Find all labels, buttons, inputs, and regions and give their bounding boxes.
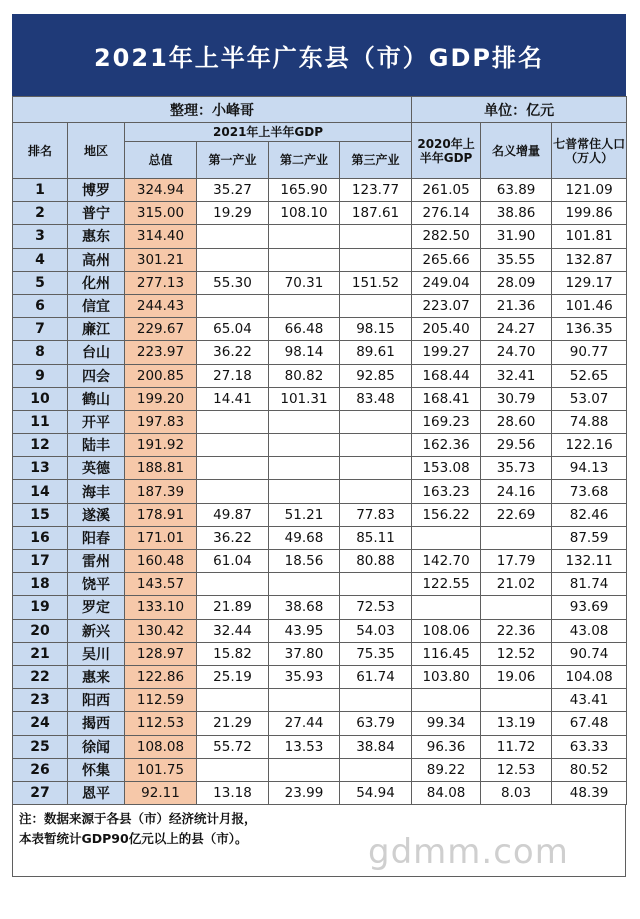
table-row xyxy=(13,387,627,410)
gdp-total-cell: 229.67 xyxy=(125,318,197,341)
nominal-growth-cell: 22.36 xyxy=(481,619,552,642)
primary-industry-cell: 21.89 xyxy=(197,596,269,619)
rank-cell: 17 xyxy=(13,550,68,573)
population-cell: 73.68 xyxy=(552,480,627,503)
region-cell: 阳西 xyxy=(68,689,125,712)
primary-industry-cell xyxy=(197,573,269,596)
gdp-2020-cell xyxy=(412,689,481,712)
tertiary-industry-cell: 61.74 xyxy=(340,665,412,688)
table-row xyxy=(13,179,627,202)
population-cell: 132.11 xyxy=(552,550,627,573)
rank-cell: 18 xyxy=(13,573,68,596)
gdp-total-cell: 277.13 xyxy=(125,271,197,294)
gdp-total-cell: 188.81 xyxy=(125,457,197,480)
region-cell: 信宜 xyxy=(68,294,125,317)
nominal-growth-cell: 12.52 xyxy=(481,642,552,665)
region-cell: 陆丰 xyxy=(68,434,125,457)
gdp-ranking-table xyxy=(12,96,627,805)
rank-cell: 4 xyxy=(13,248,68,271)
secondary-industry-cell: 23.99 xyxy=(269,781,340,804)
gdp-total-cell: 200.85 xyxy=(125,364,197,387)
rank-cell: 5 xyxy=(13,271,68,294)
secondary-industry-cell: 37.80 xyxy=(269,642,340,665)
rank-cell: 24 xyxy=(13,712,68,735)
secondary-industry-cell: 80.82 xyxy=(269,364,340,387)
table-row xyxy=(13,596,627,619)
tertiary-industry-cell xyxy=(340,248,412,271)
gdp-total-cell: 92.11 xyxy=(125,781,197,804)
primary-industry-cell: 49.87 xyxy=(197,503,269,526)
header-total: 总值 xyxy=(125,142,197,179)
gdp-2020-cell: 163.23 xyxy=(412,480,481,503)
rank-cell: 25 xyxy=(13,735,68,758)
gdp-2020-cell: 142.70 xyxy=(412,550,481,573)
population-cell: 122.16 xyxy=(552,434,627,457)
primary-industry-cell xyxy=(197,457,269,480)
table-row xyxy=(13,410,627,433)
rank-cell: 12 xyxy=(13,434,68,457)
region-cell: 高州 xyxy=(68,248,125,271)
rank-cell: 10 xyxy=(13,387,68,410)
primary-industry-cell: 13.18 xyxy=(197,781,269,804)
region-cell: 惠东 xyxy=(68,225,125,248)
nominal-growth-cell: 28.09 xyxy=(481,271,552,294)
region-cell: 廉江 xyxy=(68,318,125,341)
population-cell: 94.13 xyxy=(552,457,627,480)
table-row xyxy=(13,758,627,781)
table-row xyxy=(13,642,627,665)
header-region: 地区 xyxy=(68,123,125,179)
population-cell: 48.39 xyxy=(552,781,627,804)
secondary-industry-cell: 165.90 xyxy=(269,179,340,202)
header-rank: 排名 xyxy=(13,123,68,179)
gdp-2020-cell: 162.36 xyxy=(412,434,481,457)
gdp-2020-cell: 84.08 xyxy=(412,781,481,804)
secondary-industry-cell: 70.31 xyxy=(269,271,340,294)
gdp-2020-cell: 282.50 xyxy=(412,225,481,248)
gdp-total-cell: 199.20 xyxy=(125,387,197,410)
gdp-2020-cell: 99.34 xyxy=(412,712,481,735)
tertiary-industry-cell: 77.83 xyxy=(340,503,412,526)
nominal-growth-cell: 63.89 xyxy=(481,179,552,202)
region-cell: 恩平 xyxy=(68,781,125,804)
ranking-document xyxy=(12,14,626,877)
region-cell: 饶平 xyxy=(68,573,125,596)
region-cell: 开平 xyxy=(68,410,125,433)
gdp-total-cell: 197.83 xyxy=(125,410,197,433)
secondary-industry-cell: 49.68 xyxy=(269,526,340,549)
secondary-industry-cell xyxy=(269,225,340,248)
region-cell: 海丰 xyxy=(68,480,125,503)
gdp-total-cell: 187.39 xyxy=(125,480,197,503)
gdp-total-cell: 133.10 xyxy=(125,596,197,619)
gdp-2020-cell: 168.44 xyxy=(412,364,481,387)
tertiary-industry-cell: 75.35 xyxy=(340,642,412,665)
gdp-2020-cell: 168.41 xyxy=(412,387,481,410)
primary-industry-cell: 55.72 xyxy=(197,735,269,758)
nominal-growth-cell: 12.53 xyxy=(481,758,552,781)
gdp-total-cell: 314.40 xyxy=(125,225,197,248)
tertiary-industry-cell xyxy=(340,410,412,433)
nominal-growth-cell: 35.73 xyxy=(481,457,552,480)
table-row xyxy=(13,619,627,642)
primary-industry-cell xyxy=(197,410,269,433)
header-nominal-growth: 名义增量 xyxy=(481,123,552,179)
gdp-total-cell: 171.01 xyxy=(125,526,197,549)
region-cell: 吴川 xyxy=(68,642,125,665)
tertiary-industry-cell: 54.03 xyxy=(340,619,412,642)
table-row xyxy=(13,526,627,549)
primary-industry-cell: 21.29 xyxy=(197,712,269,735)
table-row xyxy=(13,318,627,341)
gdp-2020-cell: 249.04 xyxy=(412,271,481,294)
table-row xyxy=(13,271,627,294)
primary-industry-cell: 35.27 xyxy=(197,179,269,202)
gdp-2020-cell: 89.22 xyxy=(412,758,481,781)
rank-cell: 8 xyxy=(13,341,68,364)
nominal-growth-cell: 29.56 xyxy=(481,434,552,457)
gdp-2020-cell: 108.06 xyxy=(412,619,481,642)
rank-cell: 26 xyxy=(13,758,68,781)
population-cell: 82.46 xyxy=(552,503,627,526)
table-row xyxy=(13,294,627,317)
secondary-industry-cell: 101.31 xyxy=(269,387,340,410)
secondary-industry-cell: 66.48 xyxy=(269,318,340,341)
primary-industry-cell: 61.04 xyxy=(197,550,269,573)
gdp-2020-cell xyxy=(412,596,481,619)
gdp-total-cell: 160.48 xyxy=(125,550,197,573)
tertiary-industry-cell: 63.79 xyxy=(340,712,412,735)
population-cell: 90.74 xyxy=(552,642,627,665)
header-population: 七普常住人口（万人） xyxy=(552,123,627,179)
secondary-industry-cell: 18.56 xyxy=(269,550,340,573)
region-cell: 化州 xyxy=(68,271,125,294)
primary-industry-cell: 36.22 xyxy=(197,526,269,549)
primary-industry-cell: 27.18 xyxy=(197,364,269,387)
population-cell: 136.35 xyxy=(552,318,627,341)
region-cell: 台山 xyxy=(68,341,125,364)
footnote-line-1: 注：数据来源于各县（市）经济统计月报， xyxy=(19,811,257,827)
nominal-growth-cell: 35.55 xyxy=(481,248,552,271)
tertiary-industry-cell: 187.61 xyxy=(340,202,412,225)
region-cell: 罗定 xyxy=(68,596,125,619)
gdp-total-cell: 324.94 xyxy=(125,179,197,202)
secondary-industry-cell: 27.44 xyxy=(269,712,340,735)
tertiary-industry-cell: 92.85 xyxy=(340,364,412,387)
page-title: 2021年上半年广东县（市）GDP排名 xyxy=(12,14,626,96)
population-cell: 93.69 xyxy=(552,596,627,619)
primary-industry-cell: 19.29 xyxy=(197,202,269,225)
population-cell: 53.07 xyxy=(552,387,627,410)
gdp-2020-cell: 116.45 xyxy=(412,642,481,665)
tertiary-industry-cell: 151.52 xyxy=(340,271,412,294)
gdp-total-cell: 101.75 xyxy=(125,758,197,781)
secondary-industry-cell: 35.93 xyxy=(269,665,340,688)
tertiary-industry-cell: 123.77 xyxy=(340,179,412,202)
table-row xyxy=(13,503,627,526)
primary-industry-cell xyxy=(197,434,269,457)
secondary-industry-cell xyxy=(269,294,340,317)
gdp-total-cell: 301.21 xyxy=(125,248,197,271)
nominal-growth-cell: 8.03 xyxy=(481,781,552,804)
secondary-industry-cell xyxy=(269,758,340,781)
rank-cell: 23 xyxy=(13,689,68,712)
nominal-growth-cell: 22.69 xyxy=(481,503,552,526)
population-cell: 80.52 xyxy=(552,758,627,781)
nominal-growth-cell: 24.16 xyxy=(481,480,552,503)
table-row xyxy=(13,735,627,758)
nominal-growth-cell: 17.79 xyxy=(481,550,552,573)
table-row xyxy=(13,781,627,804)
population-cell: 90.77 xyxy=(552,341,627,364)
rank-cell: 13 xyxy=(13,457,68,480)
secondary-industry-cell xyxy=(269,248,340,271)
primary-industry-cell xyxy=(197,480,269,503)
table-row xyxy=(13,202,627,225)
secondary-industry-cell xyxy=(269,480,340,503)
region-cell: 惠来 xyxy=(68,665,125,688)
rank-cell: 11 xyxy=(13,410,68,433)
nominal-growth-cell: 28.60 xyxy=(481,410,552,433)
tertiary-industry-cell xyxy=(340,457,412,480)
region-cell: 四会 xyxy=(68,364,125,387)
gdp-total-cell: 178.91 xyxy=(125,503,197,526)
population-cell: 63.33 xyxy=(552,735,627,758)
region-cell: 怀集 xyxy=(68,758,125,781)
region-cell: 雷州 xyxy=(68,550,125,573)
primary-industry-cell xyxy=(197,758,269,781)
tertiary-industry-cell: 85.11 xyxy=(340,526,412,549)
nominal-growth-cell: 11.72 xyxy=(481,735,552,758)
region-cell: 鹤山 xyxy=(68,387,125,410)
gdp-2020-cell: 96.36 xyxy=(412,735,481,758)
secondary-industry-cell: 43.95 xyxy=(269,619,340,642)
nominal-growth-cell: 31.90 xyxy=(481,225,552,248)
gdp-2020-cell: 156.22 xyxy=(412,503,481,526)
rank-cell: 19 xyxy=(13,596,68,619)
primary-industry-cell: 55.30 xyxy=(197,271,269,294)
nominal-growth-cell xyxy=(481,526,552,549)
nominal-growth-cell: 19.06 xyxy=(481,665,552,688)
tertiary-industry-cell xyxy=(340,758,412,781)
secondary-industry-cell: 51.21 xyxy=(269,503,340,526)
table-row xyxy=(13,225,627,248)
population-cell: 101.81 xyxy=(552,225,627,248)
gdp-total-cell: 112.59 xyxy=(125,689,197,712)
rank-cell: 3 xyxy=(13,225,68,248)
gdp-total-cell: 112.53 xyxy=(125,712,197,735)
table-row xyxy=(13,550,627,573)
gdp-2020-cell: 199.27 xyxy=(412,341,481,364)
rank-cell: 2 xyxy=(13,202,68,225)
secondary-industry-cell xyxy=(269,410,340,433)
table-row xyxy=(13,341,627,364)
nominal-growth-cell: 24.70 xyxy=(481,341,552,364)
nominal-growth-cell: 24.27 xyxy=(481,318,552,341)
nominal-growth-cell xyxy=(481,596,552,619)
compiler-label: 整理：小峰哥 xyxy=(13,97,412,123)
population-cell: 101.46 xyxy=(552,294,627,317)
secondary-industry-cell: 13.53 xyxy=(269,735,340,758)
rank-cell: 20 xyxy=(13,619,68,642)
gdp-total-cell: 130.42 xyxy=(125,619,197,642)
population-cell: 81.74 xyxy=(552,573,627,596)
primary-industry-cell xyxy=(197,225,269,248)
table-row xyxy=(13,364,627,387)
tertiary-industry-cell xyxy=(340,225,412,248)
gdp-total-cell: 191.92 xyxy=(125,434,197,457)
population-cell: 199.86 xyxy=(552,202,627,225)
primary-industry-cell xyxy=(197,248,269,271)
header-gdp-group: 2021年上半年GDP xyxy=(125,123,412,142)
table-row xyxy=(13,434,627,457)
population-cell: 67.48 xyxy=(552,712,627,735)
gdp-total-cell: 122.86 xyxy=(125,665,197,688)
rank-cell: 15 xyxy=(13,503,68,526)
region-cell: 英德 xyxy=(68,457,125,480)
tertiary-industry-cell: 72.53 xyxy=(340,596,412,619)
rank-cell: 7 xyxy=(13,318,68,341)
gdp-total-cell: 128.97 xyxy=(125,642,197,665)
gdp-total-cell: 108.08 xyxy=(125,735,197,758)
gdp-2020-cell: 122.55 xyxy=(412,573,481,596)
tertiary-industry-cell xyxy=(340,480,412,503)
header-gdp-2020: 2020年上半年GDP xyxy=(412,123,481,179)
nominal-growth-cell: 21.02 xyxy=(481,573,552,596)
rank-cell: 22 xyxy=(13,665,68,688)
primary-industry-cell: 14.41 xyxy=(197,387,269,410)
gdp-2020-cell: 265.66 xyxy=(412,248,481,271)
table-row xyxy=(13,712,627,735)
gdp-2020-cell: 205.40 xyxy=(412,318,481,341)
tertiary-industry-cell: 89.61 xyxy=(340,341,412,364)
tertiary-industry-cell: 80.88 xyxy=(340,550,412,573)
gdp-2020-cell: 261.05 xyxy=(412,179,481,202)
gdp-2020-cell: 223.07 xyxy=(412,294,481,317)
gdp-2020-cell: 153.08 xyxy=(412,457,481,480)
rank-cell: 6 xyxy=(13,294,68,317)
tertiary-industry-cell: 83.48 xyxy=(340,387,412,410)
rank-cell: 1 xyxy=(13,179,68,202)
rank-cell: 21 xyxy=(13,642,68,665)
tertiary-industry-cell xyxy=(340,573,412,596)
nominal-growth-cell xyxy=(481,689,552,712)
region-cell: 揭西 xyxy=(68,712,125,735)
nominal-growth-cell: 32.41 xyxy=(481,364,552,387)
population-cell: 43.08 xyxy=(552,619,627,642)
nominal-growth-cell: 21.36 xyxy=(481,294,552,317)
tertiary-industry-cell xyxy=(340,434,412,457)
primary-industry-cell xyxy=(197,689,269,712)
region-cell: 徐闻 xyxy=(68,735,125,758)
rank-cell: 9 xyxy=(13,364,68,387)
primary-industry-cell: 32.44 xyxy=(197,619,269,642)
rank-cell: 27 xyxy=(13,781,68,804)
population-cell: 87.59 xyxy=(552,526,627,549)
region-cell: 博罗 xyxy=(68,179,125,202)
gdp-total-cell: 244.43 xyxy=(125,294,197,317)
gdp-2020-cell: 103.80 xyxy=(412,665,481,688)
table-row xyxy=(13,573,627,596)
footnote-line-2: 本表暂统计GDP90亿元以上的县（市）。 xyxy=(19,831,248,847)
unit-label: 单位：亿元 xyxy=(412,97,627,123)
tertiary-industry-cell: 38.84 xyxy=(340,735,412,758)
region-cell: 阳春 xyxy=(68,526,125,549)
primary-industry-cell: 15.82 xyxy=(197,642,269,665)
nominal-growth-cell: 38.86 xyxy=(481,202,552,225)
secondary-industry-cell xyxy=(269,573,340,596)
region-cell: 遂溪 xyxy=(68,503,125,526)
population-cell: 43.41 xyxy=(552,689,627,712)
gdp-total-cell: 223.97 xyxy=(125,341,197,364)
header-primary: 第一产业 xyxy=(197,142,269,179)
rank-cell: 14 xyxy=(13,480,68,503)
gdp-2020-cell xyxy=(412,526,481,549)
table-row xyxy=(13,248,627,271)
tertiary-industry-cell xyxy=(340,294,412,317)
region-cell: 普宁 xyxy=(68,202,125,225)
population-cell: 104.08 xyxy=(552,665,627,688)
primary-industry-cell xyxy=(197,294,269,317)
gdp-total-cell: 143.57 xyxy=(125,573,197,596)
secondary-industry-cell: 108.10 xyxy=(269,202,340,225)
secondary-industry-cell xyxy=(269,689,340,712)
region-cell: 新兴 xyxy=(68,619,125,642)
gdp-2020-cell: 169.23 xyxy=(412,410,481,433)
tertiary-industry-cell: 98.15 xyxy=(340,318,412,341)
table-body xyxy=(13,179,627,805)
population-cell: 121.09 xyxy=(552,179,627,202)
header-secondary: 第二产业 xyxy=(269,142,340,179)
gdp-2020-cell: 276.14 xyxy=(412,202,481,225)
primary-industry-cell: 25.19 xyxy=(197,665,269,688)
gdp-total-cell: 315.00 xyxy=(125,202,197,225)
header-tertiary: 第三产业 xyxy=(340,142,412,179)
table-row xyxy=(13,480,627,503)
nominal-growth-cell: 13.19 xyxy=(481,712,552,735)
population-cell: 52.65 xyxy=(552,364,627,387)
nominal-growth-cell: 30.79 xyxy=(481,387,552,410)
secondary-industry-cell: 38.68 xyxy=(269,596,340,619)
primary-industry-cell: 65.04 xyxy=(197,318,269,341)
tertiary-industry-cell xyxy=(340,689,412,712)
population-cell: 74.88 xyxy=(552,410,627,433)
tertiary-industry-cell: 54.94 xyxy=(340,781,412,804)
secondary-industry-cell xyxy=(269,434,340,457)
table-row xyxy=(13,689,627,712)
secondary-industry-cell xyxy=(269,457,340,480)
table-row xyxy=(13,457,627,480)
population-cell: 129.17 xyxy=(552,271,627,294)
rank-cell: 16 xyxy=(13,526,68,549)
population-cell: 132.87 xyxy=(552,248,627,271)
primary-industry-cell: 36.22 xyxy=(197,341,269,364)
watermark-logo: gdmm.com xyxy=(368,832,569,872)
secondary-industry-cell: 98.14 xyxy=(269,341,340,364)
table-row xyxy=(13,665,627,688)
